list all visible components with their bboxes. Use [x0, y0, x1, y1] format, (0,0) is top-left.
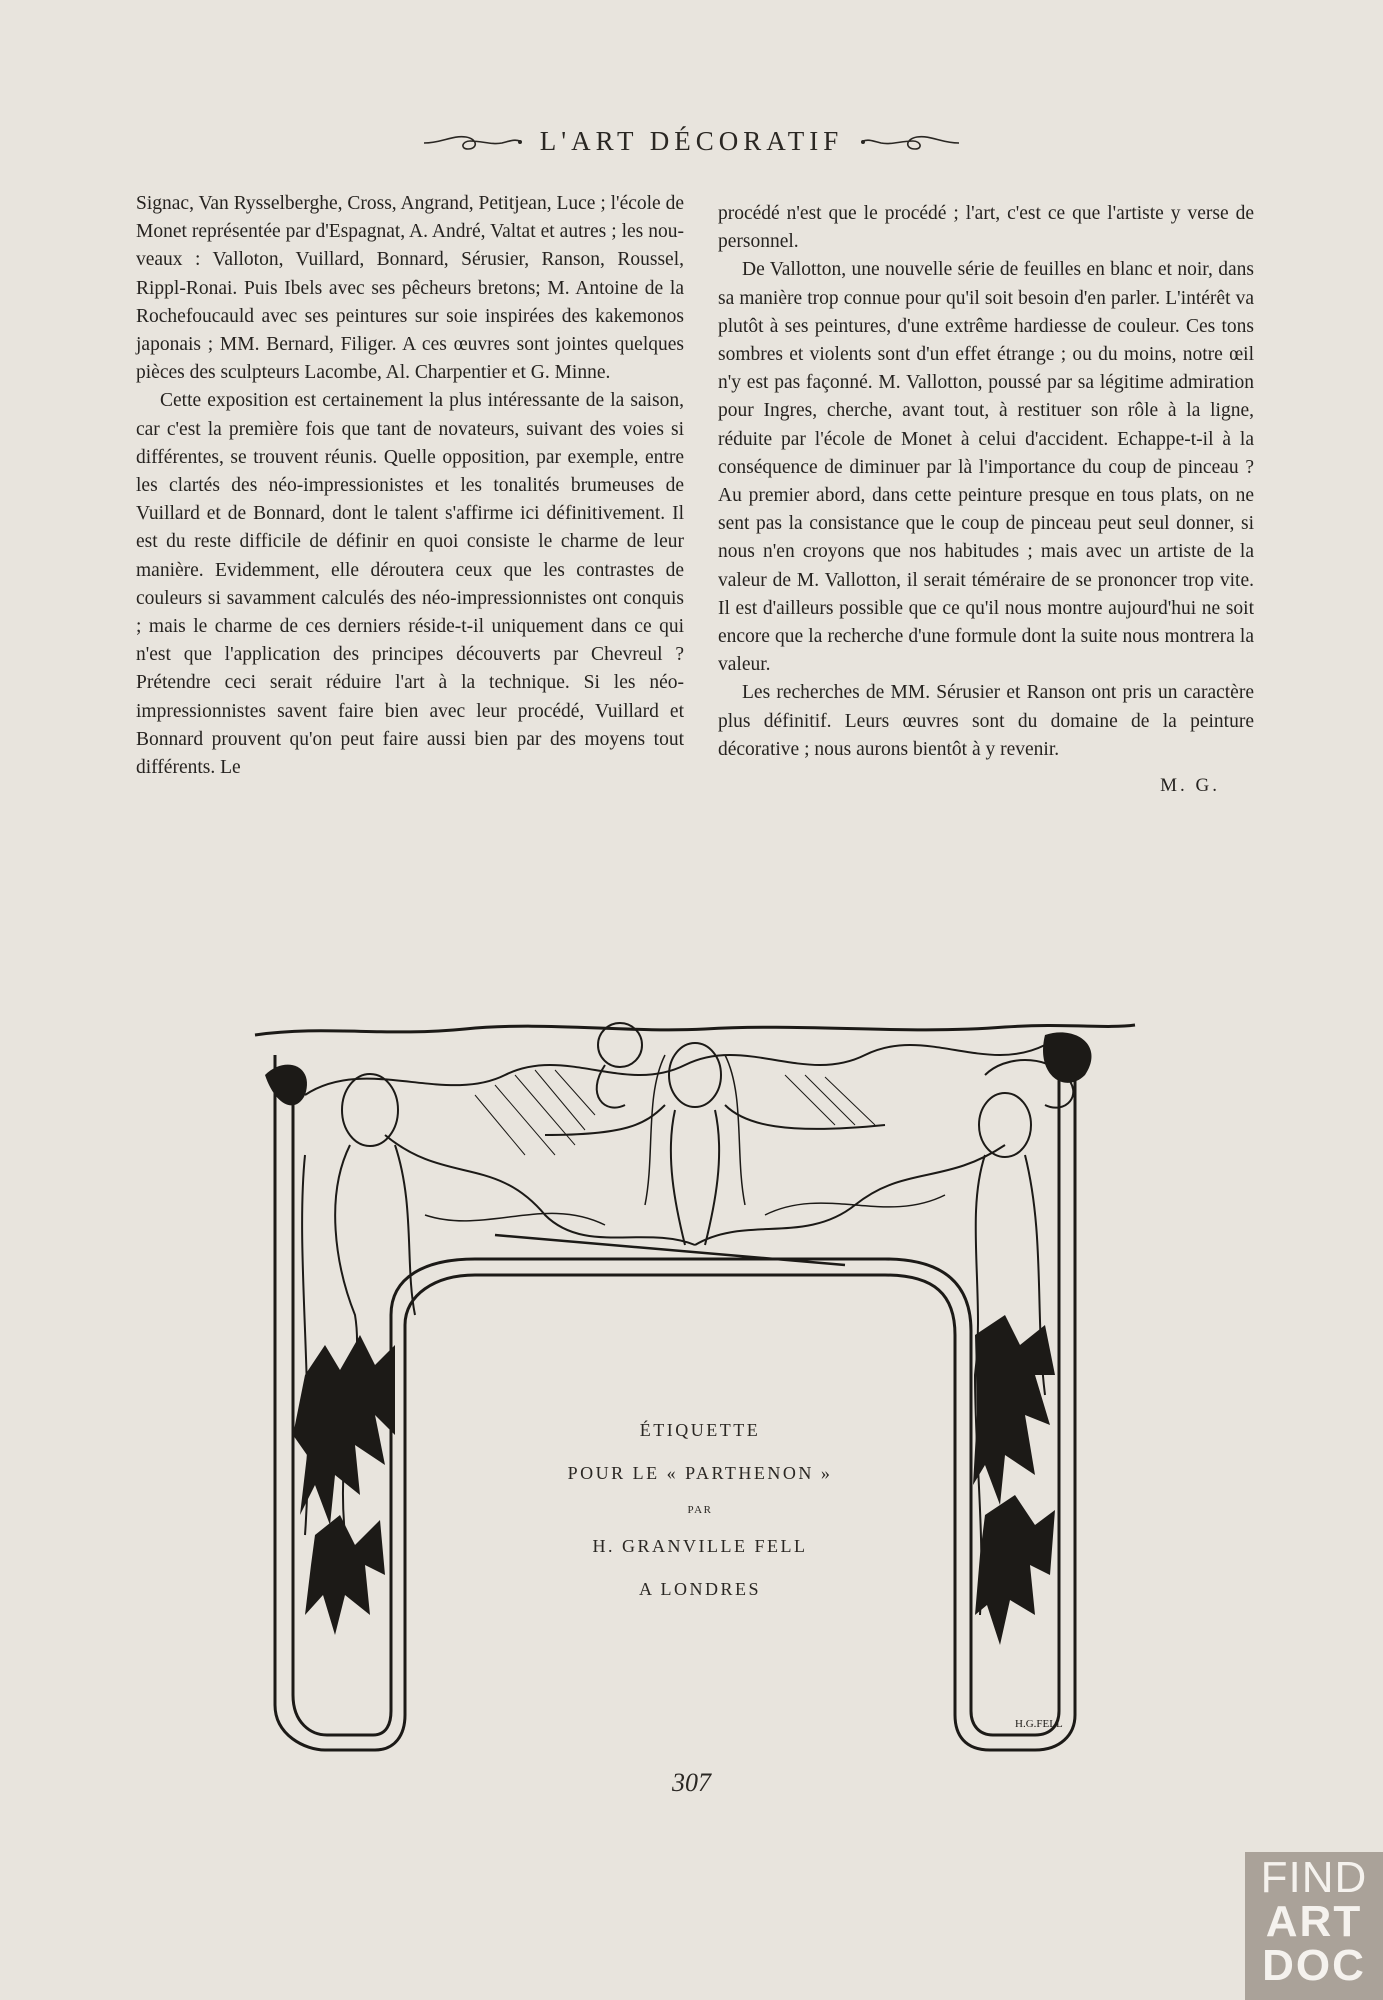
left-flourish-icon — [422, 129, 522, 155]
header-title: L'ART DÉCORATIF — [539, 126, 844, 156]
watermark-line1: FIND — [1260, 1853, 1368, 1902]
left-paragraph: Cette exposition est certainement la plus intéressante de la saison, car c'est la première fois que tant de novateurs, suivant des voies si différentes, se trouvent réunis. Quelle opposition, par exemple, entre les clartés des néo-impressionistes et les tonalités brumeuses de Vuillard et de Bonnard, dont le talent s'affirme ici définitivement. Il est du reste difficile de définir en quoi consiste le charme de leur manière. Evidemment, elle déroutera ceux que les contrastes de couleurs si savamment calculés des néo-impressionnistes ont conquis ; mais le charme de ces derniers réside-t-il uniquement dans ce qui n'est que l'application des principes découverts par Chevreul ? Prétendre ceci serait réduire l'art à la technique. Si les néo-impressionnistes savent faire bien avec leur procédé, Vuillard et Bonnard prouvent qu'on peut faire aussi bien par des moyens tout différents. Le — [136, 390, 684, 779]
watermark-line3: DOC — [1262, 1941, 1366, 1990]
findartdoc-watermark — [1245, 1852, 1383, 2000]
watermark-line2: ART — [1265, 1897, 1363, 1946]
parthenon-label-illustration — [245, 1015, 1145, 1755]
right-column — [718, 200, 1254, 800]
left-paragraph: Signac, Van Rysselberghe, Cross, Angrand, Petitjean, Luce ; l'école de Monet représentée par d'Espagnat, A. André, Valtat et autres ; les nouveaux : Valloton, Vuillard, Bonnard, Sérusier, Ranson, Roussel, Rippl-Ronai. Puis Ibels avec ses pêcheurs bretons; M. Antoine de la Rochefoucauld avec ses peintures sur soie inspirées des kakemonos japonais ; MM. Bernard, Filiger. A ces œuvres sont jointes quelques pièces des sculpteurs Lacombe, Al. Charpentier et G. Minne. — [136, 193, 684, 384]
caption-par: PAR — [687, 1504, 713, 1516]
right-flourish-icon — [861, 129, 961, 155]
caption-city: A LONDRES — [638, 1579, 761, 1599]
right-paragraph: Les recherches de MM. Sérusier et Ranson ont pris un caractère plus définitif. Leurs œuvres sont du domaine de la peinture décorative ; nous aurons bientôt à y revenir. — [718, 682, 1254, 760]
page-number: 307 — [672, 1768, 711, 1797]
article-signature: M. G. — [1160, 775, 1220, 797]
caption-subtitle: POUR LE « PARTHENON » — [567, 1463, 833, 1483]
left-column — [136, 190, 684, 782]
illustration-caption — [500, 1420, 900, 1600]
caption-title: ÉTIQUETTE — [639, 1420, 761, 1440]
right-paragraph: De Vallotton, une nouvelle série de feuilles en blanc et noir, dans sa manière trop connue pour qu'il soit besoin d'en parler. L'intérêt va plutôt à ses peintures, d'une extrême hardiesse de couleur. Ces tons sombres et violents sont d'un effet étrange ; ou du moins, notre œil n'y est pas façonné. M. Vallotton, poussé par sa légitime admiration pour Ingres, cherche, avant tout, à restituer son rôle à la ligne, réduite par l'école de Monet à celui d'accident. Echappe-t-il à la conséquence de diminuer par là l'importance du coup de pinceau ? Au premier abord, dans cette peinture presque en tous plats, on ne sent pas la consistance que le coup de pinceau peut seul donner, si nous n'en croyons que nos habitudes ; mais avec un artiste de la valeur de M. Vallotton, il serait téméraire de se prononcer trop vite. Il est d'ailleurs possible que ce qu'il nous montre aujourd'hui ne soit encore que la recherche d'une formule dont la suite nous montrera la valeur. — [718, 259, 1254, 676]
right-paragraph: procédé n'est que le procédé ; l'art, c'est ce que l'artiste y verse de personnel. — [718, 203, 1254, 253]
caption-artist: H. GRANVILLE FELL — [592, 1536, 808, 1556]
running-header — [0, 126, 1383, 157]
illustration-artist-signature-text: H.G.FELL — [1015, 1718, 1063, 1730]
